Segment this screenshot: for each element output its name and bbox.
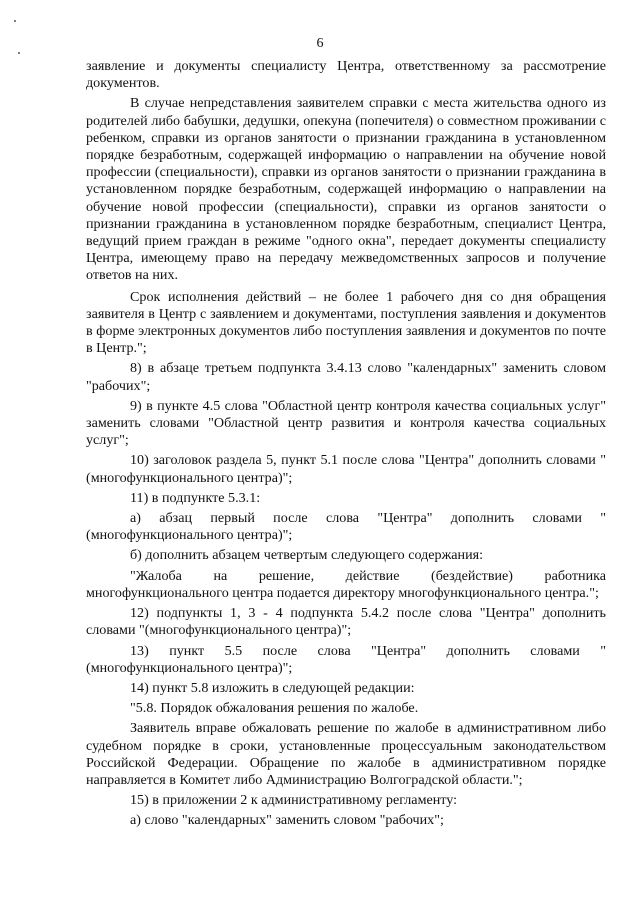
scan-speck: [18, 52, 20, 54]
item-11: 11) в подпункте 5.3.1:: [130, 489, 261, 506]
item-8: 8) в абзаце третьем подпункта 3.4.13 слово "календарных" заменить словом "рабочих";: [86, 360, 606, 394]
section-5-8-title: "5.8. Порядок обжалования решения по жалобе.: [130, 700, 419, 717]
item-11-b: б) дополнить абзацем четвертым следующего содержания:: [130, 547, 484, 564]
item-14: 14) пункт 5.8 изложить в следующей редакции:: [130, 679, 415, 696]
item-12: 12) подпункты 1, 3 - 4 подпункта 5.4.2 после слова "Центра" дополнить словами "(многофункционального центра)";: [86, 605, 606, 639]
item-13: 13) пункт 5.5 после слова "Центра" дополнить словами "(многофункционального центра)";: [86, 642, 606, 676]
page-number: 6: [316, 36, 324, 51]
paragraph-continuation: заявление и документы специалисту Центра, ответственному за рассмотрение документов.: [86, 58, 606, 92]
scan-speck: [14, 20, 16, 22]
section-5-8-text: Заявитель вправе обжаловать решение по жалобе в административном либо судебном порядке в сроки, установленные процессуальным законодательством Российской Федерации. Обращение по жалобе в административном порядке направляется в Комитет либо Администрацию Волгоградской области.";: [86, 720, 606, 788]
document-body: [86, 58, 606, 833]
item-15-a: а) слово "календарных" заменить словом "рабочих";: [130, 812, 444, 829]
paragraph-deadline: Срок исполнения действий – не более 1 рабочего дня со дня обращения заявителя в Центр с заявлением и документами, поступления заявления и документов в форме электронных документов либо поступления заявления и документов по почте в Центр.";: [86, 288, 606, 357]
complaint-text: "Жалоба на решение, действие (бездействие) работника многофункционального центра подается директору многофункционального центра.";: [86, 567, 606, 601]
paragraph-nonsubmission: В случае непредставления заявителем справки с места жительства одного из родителей либо бабушки, дедушки, опекуна (попечителя) о совместном проживании с ребенком, справки из органов занятости о признании гражданина в установленном порядке безработным, содержащей информацию о направлении на обучение новой профессии (специальности), справки из органов занятости о признании гражданина в установленном порядке безработным, содержащей информацию о направлении на обучение новой профессии (специальности), справки из органов занятости о признании гражданина в установленном порядке безработным, специалист Центра, ведущий прием граждан в режиме "одного окна", передает документы специалисту Центра, имеющему право на передачу межведомственных запросов и получение ответов на них.: [86, 95, 606, 284]
item-10: 10) заголовок раздела 5, пункт 5.1 после слова "Центра" дополнить словами "(многофункционального центра)";: [86, 452, 606, 486]
item-15: 15) в приложении 2 к административному регламенту:: [130, 792, 458, 809]
item-11-a: а) абзац первый после слова "Центра" дополнить словами "(многофункционального центра)";: [86, 510, 606, 544]
item-9: 9) в пункте 4.5 слова "Областной центр контроля качества социальных услуг" заменить словами "Областной центр развития и контроля качества социальных услуг";: [86, 397, 606, 449]
